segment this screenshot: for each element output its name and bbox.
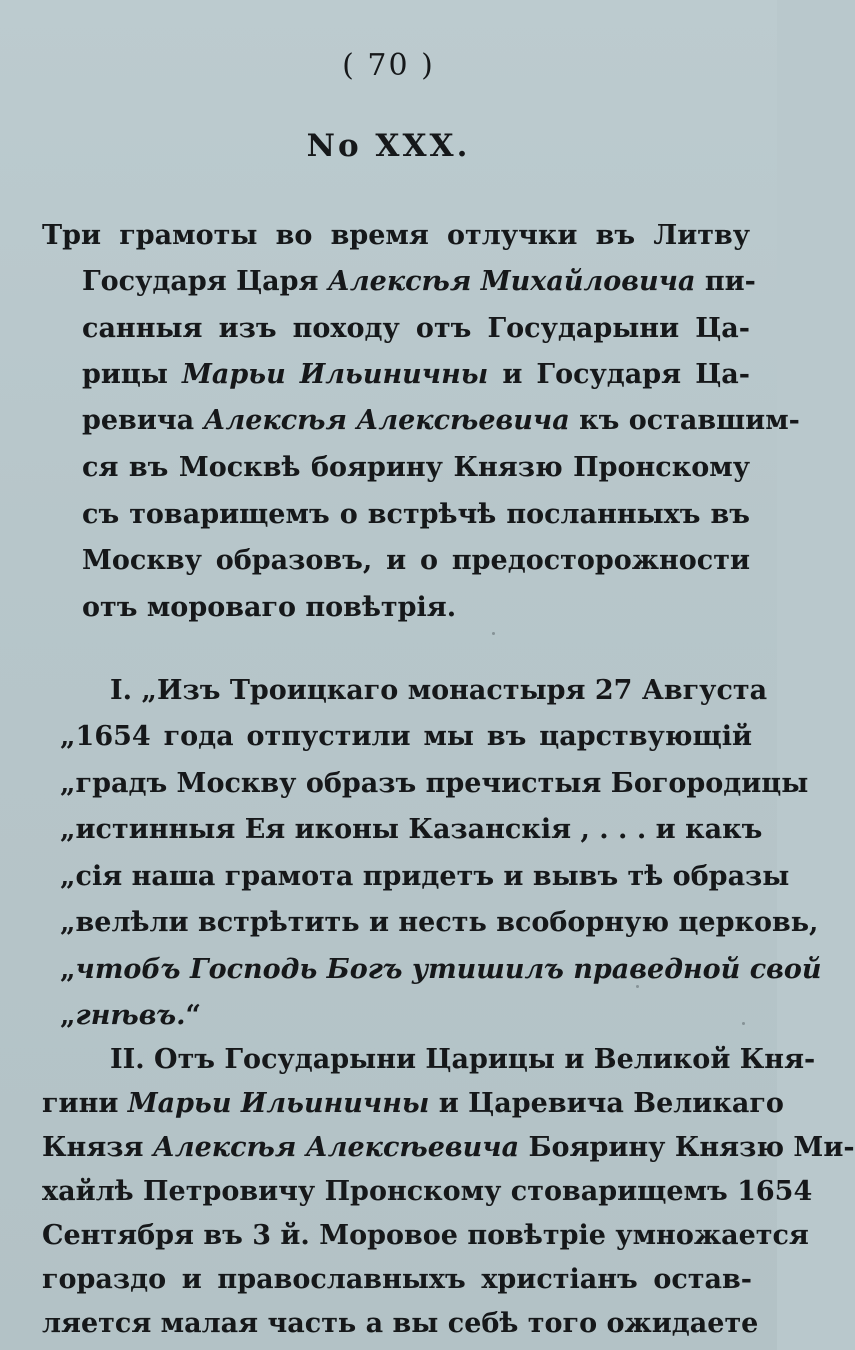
page-number: ( 70 ) — [342, 48, 435, 83]
line-text: пи- — [695, 266, 756, 297]
text-line — [60, 996, 202, 1036]
line-text: рицы — [82, 359, 182, 390]
line-text: „ — [60, 954, 76, 985]
text-line — [82, 262, 756, 302]
line-text: хайлѣ Петровичу Пронскому стоварищемъ 1654 — [42, 1176, 813, 1207]
line-text: „ — [60, 1000, 76, 1031]
line-text: „1654 года отпустили мы въ царствующій — [60, 721, 752, 752]
line-text: Три грамоты во время отлучки въ Литву — [42, 220, 750, 251]
line-text: Боярину Князю Ми- — [519, 1132, 855, 1163]
line-text: и Царевича Великаго — [429, 1088, 784, 1119]
document-number: No XXX. — [306, 128, 471, 164]
line-text: и Государя Ца- — [488, 359, 750, 390]
line-text: „велѣли встрѣтить и несть всоборную церковь, — [60, 907, 819, 938]
line-text: „истинныя Ея иконы Казанскія , . . . и какъ — [60, 814, 763, 845]
line-text: гини — [42, 1088, 128, 1119]
text-line — [110, 1040, 816, 1080]
text-line — [60, 903, 819, 943]
line-text: Государя Царя — [82, 266, 328, 297]
italic-name: Марьи Ильиничны — [127, 1088, 430, 1119]
text-line — [42, 1128, 855, 1168]
text-line — [110, 671, 768, 711]
text-line — [42, 216, 750, 256]
paper-speck — [492, 632, 495, 635]
line-text: ся въ Москвѣ боярину Князю Пронскому — [82, 452, 750, 483]
line-text: „градъ Москву образъ пречистыя Богородицы — [60, 768, 809, 799]
text-line — [42, 1216, 809, 1256]
italic-name: чтобъ Господь Богъ утишилъ праведной свой — [75, 954, 822, 985]
text-line — [60, 950, 822, 990]
italic-name: Алексѣя Алексѣевича — [152, 1132, 520, 1163]
line-text: гораздо и православныхъ христіанъ остав- — [42, 1264, 752, 1295]
line-text: ревича — [82, 405, 204, 436]
text-line — [82, 355, 750, 395]
italic-name: гнѣвъ. — [75, 1000, 186, 1031]
line-text: „сія наша грамота придетъ и вывъ тѣ образы — [60, 861, 790, 892]
text-line — [42, 1172, 813, 1212]
text-line — [82, 588, 462, 628]
text-line — [82, 495, 750, 535]
text-line — [60, 717, 752, 757]
italic-name: Алексѣя Алексѣевича — [203, 405, 570, 436]
text-line — [60, 764, 809, 804]
line-text: санныя изъ походу отъ Государыни Ца- — [82, 313, 750, 344]
text-line — [82, 541, 750, 581]
text-line — [42, 1084, 784, 1124]
line-text: Сентября въ 3 й. Моровое повѣтріе умножается — [42, 1220, 809, 1251]
text-line — [82, 448, 750, 488]
line-text: Князя — [42, 1132, 153, 1163]
text-line — [82, 309, 750, 349]
text-line — [42, 1260, 752, 1300]
paper-speck — [636, 985, 639, 988]
line-text: ляется малая часть а вы себѣ того ожидаете — [42, 1308, 759, 1339]
paper-speck — [742, 1022, 745, 1025]
line-text: II. Отъ Государыни Царицы и Великой Кня- — [110, 1044, 816, 1075]
line-text: Москву образовъ, и о предосторожности — [82, 545, 750, 576]
line-text: съ товарищемъ о встрѣчѣ посланныхъ въ — [82, 499, 750, 530]
italic-name: Алексѣя Михайловича — [327, 266, 696, 297]
line-text: отъ мороваго повѣтрія. — [82, 592, 457, 623]
line-text: “ — [185, 1000, 202, 1031]
line-text: I. „Изъ Троицкаго монастыря 27 Августа — [110, 675, 768, 706]
line-text: къ оставшим- — [569, 405, 800, 436]
text-line — [60, 857, 790, 897]
text-line — [60, 810, 763, 850]
text-line — [82, 401, 800, 441]
italic-name: Марьи Ильиничны — [182, 359, 489, 390]
text-line — [42, 1304, 759, 1344]
